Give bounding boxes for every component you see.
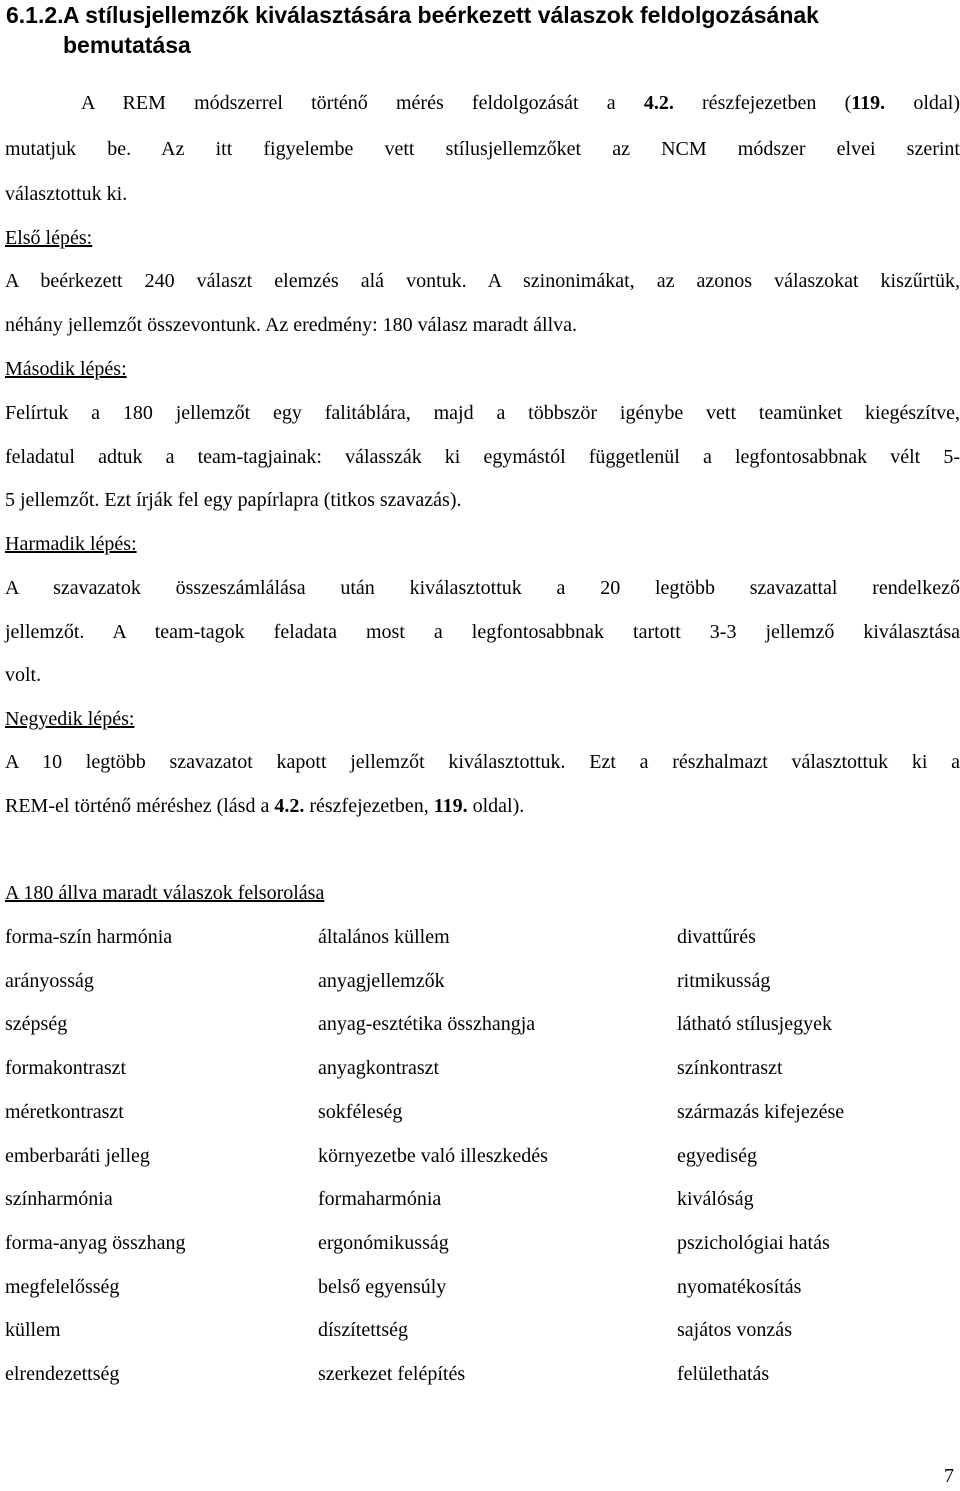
step-3-line-3: volt. (5, 664, 42, 686)
list-item-col-2: általános küllem (318, 926, 450, 948)
list-item-col-2: anyagkontraszt (318, 1057, 440, 1079)
list-item-col-3: színkontraszt (677, 1057, 783, 1079)
list-item-col-2: környezetbe való illeszkedés (318, 1145, 548, 1167)
list-item-col-1: színharmónia (5, 1188, 113, 1210)
list-item-col-1: emberbaráti jelleg (5, 1145, 150, 1167)
list-item-col-3: kiválóság (677, 1188, 754, 1210)
section-number: 6.1.2. (6, 2, 64, 28)
step-1-line-2: néhány jellemzőt összevontunk. Az eredmény: 180 válasz maradt állva. (5, 314, 578, 336)
list-item-col-2: szerkezet felépítés (318, 1363, 466, 1385)
list-title: A 180 állva maradt válaszok felsorolása (5, 882, 325, 904)
list-item-col-1: megfelelősség (5, 1276, 120, 1298)
list-item-col-3: egyediség (677, 1145, 757, 1167)
step-3-line-1: A szavazatok összeszámlálása után kiválasztottuk a 20 legtöbb szavazattal rendelkező (5, 577, 960, 599)
step-4-line-2 (5, 795, 960, 817)
list-item-col-1: forma-anyag összhang (5, 1232, 186, 1254)
list-item-col-2: ergonómikusság (318, 1232, 449, 1254)
step-1-line-1: A beérkezett 240 választ elemzés alá vontuk. A szinonimákat, az azonos válaszokat kiszűrtük, (5, 270, 960, 292)
list-item-col-2: belső egyensúly (318, 1276, 447, 1298)
step-1-title: Első lépés: (5, 227, 93, 249)
page-ref: 119. (433, 795, 468, 817)
list-item-col-1: arányosság (5, 970, 94, 992)
list-item-col-2: formaharmónia (318, 1188, 442, 1210)
list-item-col-3: származás kifejezése (677, 1101, 845, 1123)
list-item-col-2: anyag-esztétika összhangja (318, 1013, 536, 1035)
intro-text: részfejezetben ( (673, 92, 852, 114)
step-3-line-2: jellemzőt. A team-tagok feladata most a legfontosabbnak tartott 3-3 jellemző kiválasztása (5, 621, 960, 643)
intro-line-1 (5, 92, 960, 114)
section-title-line-1: A stílusjellemzők kiválasztására beérkezett válaszok feldolgozásának (63, 2, 819, 28)
list-item-col-1: küllem (5, 1319, 61, 1341)
chapter-ref: 4.2. (274, 795, 305, 817)
list-item-col-3: nyomatékosítás (677, 1276, 802, 1298)
step-4-text: REM-el történő méréshez (lásd a (5, 795, 275, 817)
step-4-line-1: A 10 legtöbb szavazatot kapott jellemzőt kiválasztottuk. Ezt a részhalmazt választottuk ki a (5, 751, 960, 773)
intro-line-2: mutatjuk be. Az itt figyelembe vett stílusjellemzőket az NCM módszer elvei szerint (5, 138, 960, 160)
list-item-col-3: felülethatás (677, 1363, 770, 1385)
chapter-ref: 4.2. (643, 92, 674, 114)
list-item-col-3: divattűrés (677, 926, 756, 948)
list-item-col-2: díszítettség (318, 1319, 408, 1341)
list-item-col-1: szépség (5, 1013, 68, 1035)
list-item-col-2: sokféleség (318, 1101, 403, 1123)
intro-line-3: választottuk ki. (5, 183, 128, 205)
step-4-title: Negyedik lépés: (5, 708, 135, 730)
step-2-line-2: feladatul adtuk a team-tagjainak: válasszák ki egymástól függetlenül a legfontosabbnak vélt 5- (5, 446, 960, 468)
list-item-col-1: forma-szín harmónia (5, 926, 173, 948)
list-item-col-1: formakontraszt (5, 1057, 127, 1079)
list-item-col-3: ritmikusság (677, 970, 771, 992)
intro-text: A REM módszerrel történő mérés feldolgozását a (81, 92, 644, 114)
list-item-col-1: méretkontraszt (5, 1101, 124, 1123)
list-item-col-2: anyagjellemzők (318, 970, 445, 992)
list-item-col-1: elrendezettség (5, 1363, 120, 1385)
section-title-line-2: bemutatása (63, 32, 191, 58)
step-3-title: Harmadik lépés: (5, 533, 137, 555)
list-item-col-3: látható stílusjegyek (677, 1013, 832, 1035)
page-ref: 119. (851, 92, 886, 114)
list-item-col-3: sajátos vonzás (677, 1319, 792, 1341)
step-2-title: Második lépés: (5, 358, 127, 380)
section-heading (6, 0, 946, 60)
intro-text: oldal) (885, 92, 960, 114)
step-2-line-3: 5 jellemzőt. Ezt írják fel egy papírlapra (titkos szavazás). (5, 489, 462, 511)
step-2-line-1: Felírtuk a 180 jellemzőt egy falitáblára, majd a többször igénybe vett teamünket kiegészítve, (5, 402, 960, 424)
step-4-text: oldal). (467, 795, 525, 817)
page-number: 7 (944, 1465, 954, 1487)
step-4-text: részfejezetben, (304, 795, 434, 817)
list-item-col-3: pszichológiai hatás (677, 1232, 830, 1254)
